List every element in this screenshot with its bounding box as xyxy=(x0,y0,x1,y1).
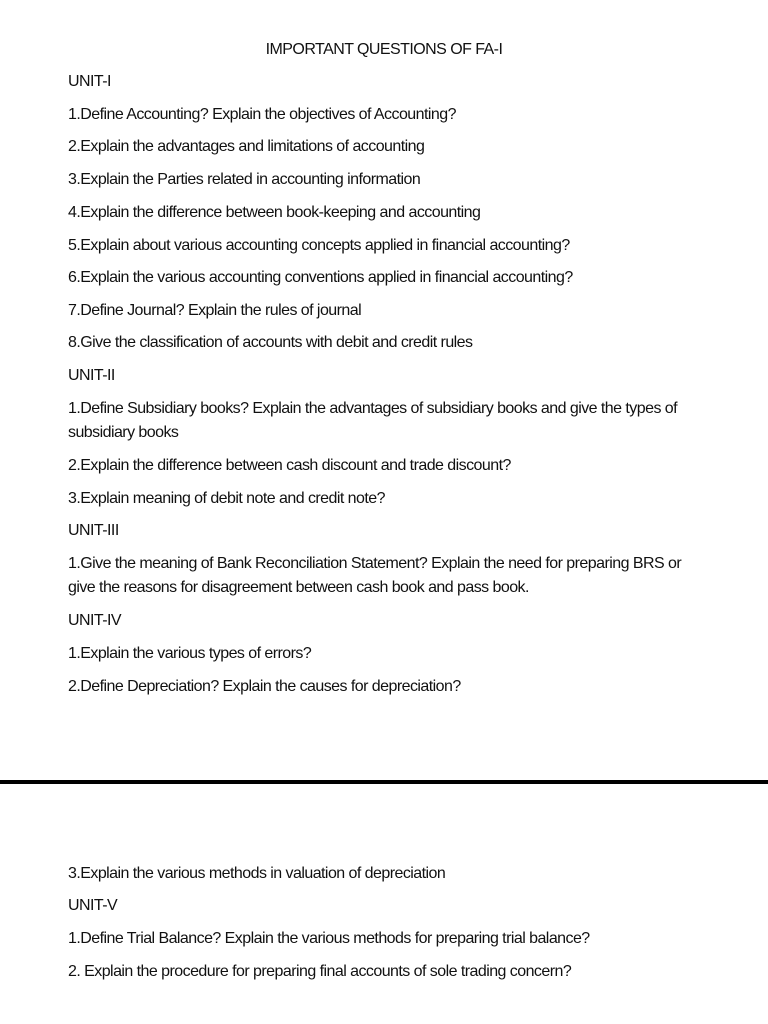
unit-1-question-8: 8.Give the classification of accounts with debit and credit rules xyxy=(68,334,473,351)
unit-2-question-2: 2.Explain the difference between cash discount and trade discount? xyxy=(68,457,511,474)
unit-3-question-1: 1.Give the meaning of Bank Reconciliation Statement? Explain the need for preparing BRS or give the reasons for disagreement between cash book and pass book. xyxy=(68,555,682,596)
unit-5-heading: UNIT-V xyxy=(68,897,118,914)
unit-1-question-7: 7.Define Journal? Explain the rules of journal xyxy=(68,302,362,319)
page-divider xyxy=(0,780,768,784)
unit-1-question-6: 6.Explain the various accounting conventions applied in financial accounting? xyxy=(68,269,573,286)
unit-2-heading: UNIT-II xyxy=(68,367,115,384)
unit-1-question-5: 5.Explain about various accounting concepts applied in financial accounting? xyxy=(68,237,570,254)
unit-4-heading: UNIT-IV xyxy=(68,612,122,629)
unit-2-question-1: 1.Define Subsidiary books? Explain the advantages of subsidiary books and give the types of subsidiary books xyxy=(68,400,678,441)
unit-1-question-4: 4.Explain the difference between book-keeping and accounting xyxy=(68,204,481,221)
unit-1-question-3: 3.Explain the Parties related in accounting information xyxy=(68,171,421,188)
unit-2-question-3: 3.Explain meaning of debit note and credit note? xyxy=(68,490,385,507)
unit-3-heading: UNIT-III xyxy=(68,522,119,539)
unit-1-question-1: 1.Define Accounting? Explain the objectives of Accounting? xyxy=(68,106,456,123)
unit-5-question-1: 1.Define Trial Balance? Explain the various methods for preparing trial balance? xyxy=(68,930,590,947)
unit-5-question-2: 2. Explain the procedure for preparing final accounts of sole trading concern? xyxy=(68,963,572,980)
document-title: IMPORTANT QUESTIONS OF FA-I xyxy=(265,41,503,58)
unit-1-heading: UNIT-I xyxy=(68,73,111,90)
unit-4-question-1: 1.Explain the various types of errors? xyxy=(68,645,312,662)
unit-4-question-2: 2.Define Depreciation? Explain the causes for depreciation? xyxy=(68,678,461,695)
unit-1-question-2: 2.Explain the advantages and limitations of accounting xyxy=(68,138,425,155)
unit-4-question-3: 3.Explain the various methods in valuation of depreciation xyxy=(68,865,446,882)
